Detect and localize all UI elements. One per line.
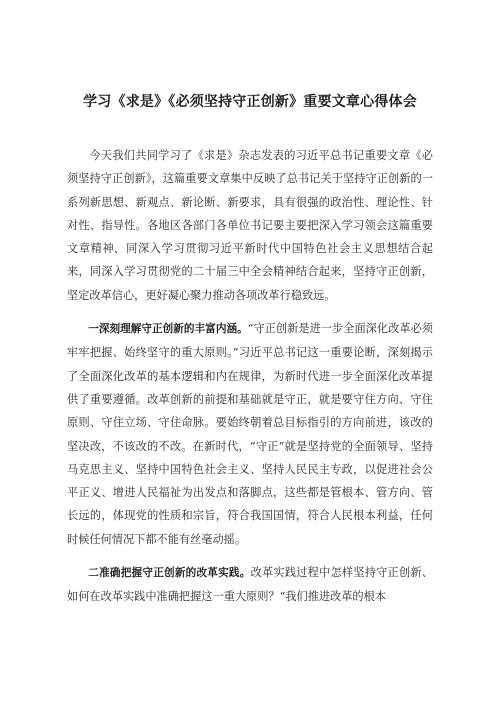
section-2-paragraph bbox=[67, 561, 433, 609]
section-1-text: “守正创新是进一步全面深化改革必须牢牢把握、始终坚守的重大原则。”习近平总书记这一重要论断，深刻揭示了全面深化改革的基本逻辑和内在规律，为新时代进一步全面深化改革提供了重要遵循。改革创新的前提和基础就是守正，就是要守住方向、守住原则、守住立场、守住命脉。要始终朝着总目标指引的方向前进，该改的坚决改，不该改的不改。在新时代，“守正”就是坚持党的全面领导、坚持马克思主义、坚持中国特色社会主义、坚持人民民主专政，以促进社会公平正义、增进人民福祉为出发点和落脚点，这些都是管根本、管方向、管长远的，体现党的性质和宗旨，符合我国国情，符合人民根本利益，任何时候任何情况下都不能有丝毫动摇。 bbox=[67, 322, 433, 546]
document-body bbox=[67, 144, 433, 619]
intro-paragraph: 今天我们共同学习了《求是》杂志发表的习近平总书记重要文章《必须坚持守正创新》，这篇重要文章集中反映了总书记关于坚持守正创新的一系列新思想、新观点、新论断、新要求，具有很强的政治性、理论性、针对性、指导性。各地区各部门各单位书记要主要把深入学习领会这篇重要文章精神，同深入学习贯彻习近平新时代中国特色社会主义思想结合起来，同深入学习贯彻党的二十届三中全会精神结合起来，坚持守正创新，坚定改革信心，更好凝心聚力推动各项改革行稳致远。 bbox=[67, 149, 433, 302]
document-title: 学习《求是》《必须坚持守正创新》重要文章心得体会 bbox=[83, 94, 417, 110]
section-1-paragraph bbox=[67, 317, 433, 551]
section-1-heading: 一深刻理解守正创新的丰富内涵。 bbox=[88, 323, 248, 336]
section-2-heading: 二准确把握守正创新的改革实践。 bbox=[88, 567, 251, 580]
section-2-text: 改革实践过程中怎样坚持守正创新、如何在改革实践中准确把握这一重大原则？“我们推进改革的根本 bbox=[67, 566, 433, 604]
